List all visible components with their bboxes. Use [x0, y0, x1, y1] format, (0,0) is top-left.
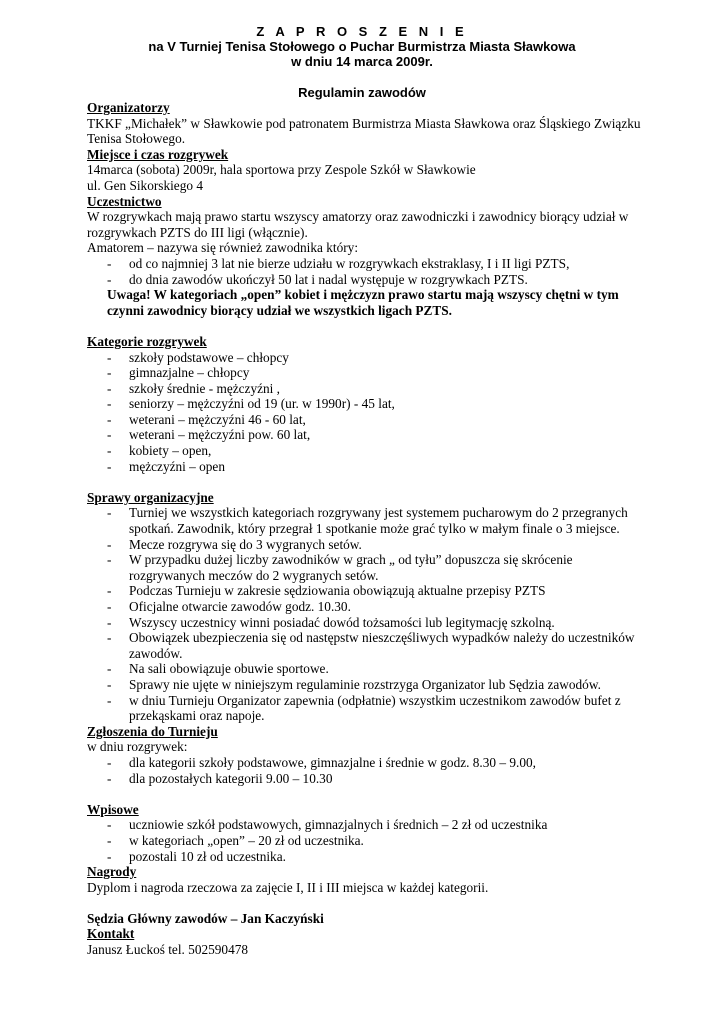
contact-text: Janusz Łuckoś tel. 502590478 [87, 942, 249, 958]
list-item: - kobiety – open, [87, 443, 647, 459]
registration-heading: Zgłoszenia do Turnieju [87, 723, 218, 739]
list-item: - gimnazjalne – chłopcy [87, 365, 647, 381]
prizes-heading: Nagrody [87, 864, 137, 880]
open-category-note: Uwaga! W kategoriach „open” kobiet i mężczyzn prawo startu mają wszyscy chętni w tym czynni zawodnicy biorący udział we wszystkich ligach PZTS. [107, 287, 619, 318]
head-referee: Sędzia Główny zawodów – Jan Kaczyński [87, 910, 324, 926]
list-item: - Turniej we wszystkich kategoriach rozgrywany jest systemem pucharowym do 2 przegranych spotkań. Zawodnik, który przegrał 1 spotkanie może grać tylko w małym finale o 3 miejsce. [87, 505, 647, 536]
rules-content [87, 100, 647, 958]
contact-heading: Kontakt [87, 926, 135, 942]
list-item: - szkoły średnie - mężczyźni , [87, 381, 647, 397]
list-item: - Sprawy nie ujęte w niniejszym regulaminie rozstrzyga Organizator lub Sędzia zawodów. [87, 677, 647, 693]
list-item: - W przypadku dużej liczby zawodników w grach „ od tyłu” dopuszcza się skrócenie rozgrywanych meczów do 2 wygranych setów. [87, 552, 647, 583]
categories-list [87, 350, 647, 475]
list-item: - mężczyźni – open [87, 459, 647, 475]
place-time-line2: ul. Gen Sikorskiego 4 [87, 177, 203, 193]
list-item: - szkoły podstawowe – chłopcy [87, 350, 647, 366]
organizers-heading: Organizatorzy [87, 100, 170, 115]
prizes-text: Dyplom i nagroda rzeczowa za zajęcie I, II i III miejsca w każdej kategorii. [87, 879, 489, 895]
place-time-line1: 14marca (sobota) 2009r, hala sportowa przy Zespole Szkół w Sławkowie [87, 162, 476, 178]
rules-title: Regulamin zawodów [298, 85, 426, 100]
participation-heading: Uczestnictwo [87, 193, 162, 209]
tournament-name: na V Turniej Tenisa Stołowego o Puchar Burmistrza Miasta Sławkowa [148, 39, 576, 54]
tournament-date: w dniu 14 marca 2009r. [291, 54, 433, 69]
registration-text: w dniu rozgrywek: [87, 739, 188, 755]
organizational-matters-heading: Sprawy organizacyjne [87, 489, 214, 505]
list-item: - Mecze rozgrywa się do 3 wygranych setów. [87, 537, 647, 553]
list-item: - uczniowie szkół podstawowych, gimnazjalnych i średnich – 2 zł od uczestnika [87, 817, 647, 833]
registration-list [87, 755, 647, 786]
entry-fee-heading: Wpisowe [87, 801, 139, 817]
list-item: - weterani – mężczyźni 46 - 60 lat, [87, 412, 647, 428]
amateur-definition: Amatorem – nazywa się również zawodnika który: [87, 240, 359, 256]
list-item: - seniorzy – mężczyźni od 19 (ur. w 1990r) - 45 lat, [87, 396, 647, 412]
entry-fee-list [87, 817, 647, 864]
invitation-title: Z A P R O S Z E N I E [256, 24, 468, 39]
list-item: - pozostali 10 zł od uczestnika. [87, 849, 647, 865]
participation-text: W rozgrywkach mają prawo startu wszyscy amatorzy oraz zawodniczki i zawodnicy biorący udział w rozgrywkach PZTS do III ligi (włącznie). [87, 209, 629, 240]
categories-heading: Kategorie rozgrywek [87, 333, 207, 349]
organizers-text: TKKF „Michałek” w Sławkowie pod patronatem Burmistrza Miasta Sławkowa oraz Śląskiego Związku Tenisa Stołowego. [87, 115, 641, 147]
organizational-matters-list [87, 505, 647, 723]
list-item: - Wszyscy uczestnicy winni posiadać dowód tożsamości lub legitymację szkolną. [87, 615, 647, 631]
list-item: - Oficjalne otwarcie zawodów godz. 10.30. [87, 599, 647, 615]
list-item: - do dnia zawodów ukończył 50 lat i nadal występuje w rozgrywkach PZTS. [87, 272, 647, 288]
list-item: - dla pozostałych kategorii 9.00 – 10.30 [87, 771, 647, 787]
list-item: - od co najmniej 3 lat nie bierze udziału w rozgrywkach ekstraklasy, I i II ligi PZTS, [87, 256, 647, 272]
list-item: - Na sali obowiązuje obuwie sportowe. [87, 661, 647, 677]
list-item: - w dniu Turnieju Organizator zapewnia (odpłatnie) wszystkim uczestnikom zawodów bufet z przekąskami oraz napoje. [87, 693, 647, 724]
amateur-criteria-list [87, 256, 647, 287]
place-time-heading: Miejsce i czas rozgrywek [87, 146, 229, 162]
list-item: - dla kategorii szkoły podstawowe, gimnazjalne i średnie w godz. 8.30 – 9.00, [87, 755, 647, 771]
list-item: - weterani – mężczyźni pow. 60 lat, [87, 427, 647, 443]
document-header [0, 24, 724, 100]
list-item: - w kategoriach „open” – 20 zł od uczestnika. [87, 833, 647, 849]
list-item: - Obowiązek ubezpieczenia się od następstw nieszczęśliwych wypadków należy do uczestników zawodów. [87, 630, 647, 661]
list-item: - Podczas Turnieju w zakresie sędziowania obowiązują aktualne przepisy PZTS [87, 583, 647, 599]
